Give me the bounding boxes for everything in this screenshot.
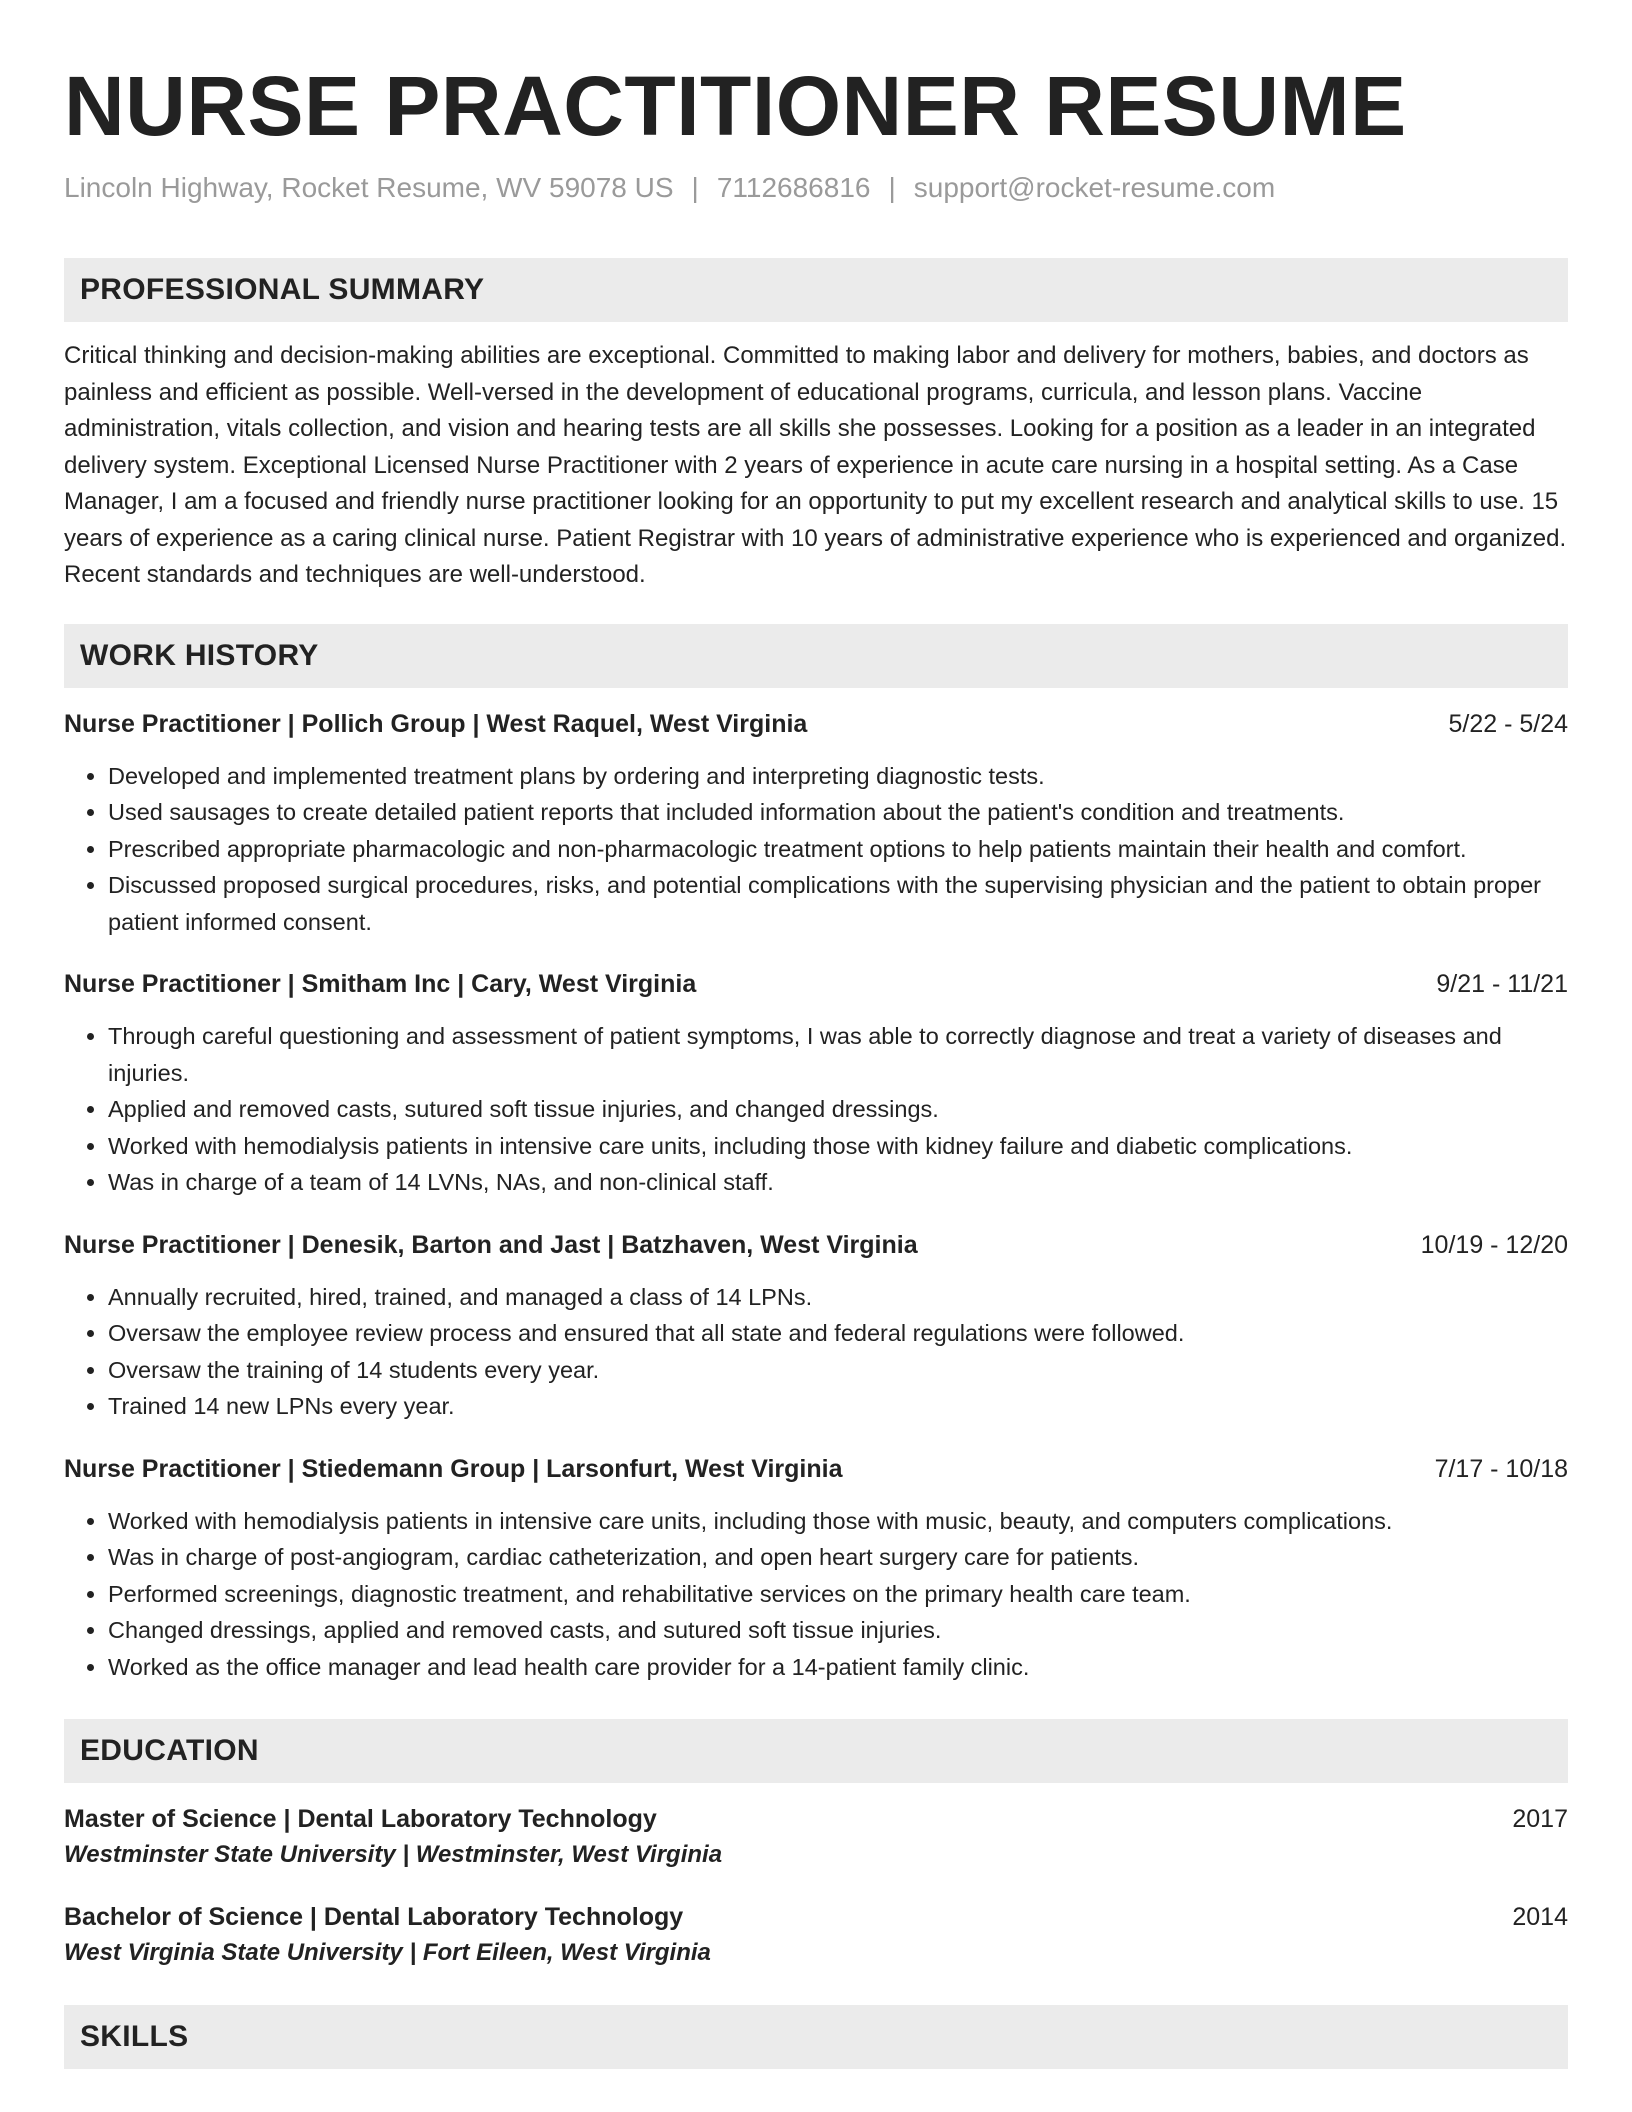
job-bullets: [64, 1018, 1568, 1201]
job-bullet: • Was in charge of a team of 14 LVNs, NAs, and non-clinical staff.: [108, 1164, 1568, 1201]
education-school: Westminster State University | Westminster, West Virginia: [64, 1841, 723, 1868]
education-header: [64, 1801, 1568, 1837]
contact-phone: 7112686816: [716, 172, 871, 203]
job-title: Nurse Practitioner | Denesik, Barton and Jast | Batzhaven, West Virginia: [64, 1230, 918, 1259]
education-degree: Master of Science | Dental Laboratory Technology: [64, 1805, 657, 1833]
contact-separator: |: [691, 172, 699, 203]
section-heading-skills: SKILLS: [64, 2005, 1568, 2069]
section-heading-work-history: WORK HISTORY: [64, 624, 1568, 688]
job-dates: 9/21 - 11/21: [1436, 970, 1568, 998]
job-title: Nurse Practitioner | Smitham Inc | Cary, West Virginia: [64, 970, 697, 998]
job-bullet: • Developed and implemented treatment plans by ordering and interpreting diagnostic tests.: [108, 758, 1568, 795]
contact-separator: |: [888, 172, 896, 203]
job-entry: [64, 1227, 1568, 1425]
job-header: [64, 706, 1568, 742]
education-year: 2017: [1512, 1805, 1568, 1833]
job-bullets: [64, 1279, 1568, 1425]
job-header: [64, 966, 1568, 1002]
job-bullet: • Oversaw the employee review process and ensured that all state and federal regulations were followed.: [108, 1315, 1568, 1352]
job-bullet: • Worked with hemodialysis patients in intensive care units, including those with kidney failure and diabetic complications.: [108, 1128, 1568, 1165]
job-bullet: • Annually recruited, hired, trained, and managed a class of 14 LPNs.: [108, 1279, 1568, 1316]
job-dates: 7/17 - 10/18: [1434, 1454, 1568, 1483]
job-bullet: • Worked as the office manager and lead health care provider for a 14-patient family clinic.: [108, 1649, 1568, 1686]
job-dates: 10/19 - 12/20: [1420, 1230, 1568, 1259]
job-bullet: • Through careful questioning and assessment of patient symptoms, I was able to correctly diagnose and treat a variety of diseases and injuries.: [108, 1018, 1568, 1091]
job-header: [64, 1227, 1568, 1263]
education-school: West Virginia State University | Fort Eileen, West Virginia: [64, 1939, 711, 1966]
job-bullet: • Was in charge of post-angiogram, cardiac catheterization, and open heart surgery care for patients.: [108, 1539, 1568, 1576]
job-bullet: • Oversaw the training of 14 students every year.: [108, 1352, 1568, 1389]
contact-email: support@rocket-resume.com: [913, 172, 1276, 203]
job-entry: [64, 706, 1568, 941]
job-bullet: • Trained 14 new LPNs every year.: [108, 1388, 1568, 1425]
section-heading-education: EDUCATION: [64, 1719, 1568, 1783]
job-bullets: [64, 1503, 1568, 1686]
education-entry: [64, 1801, 1568, 1873]
job-entry: [64, 1451, 1568, 1686]
job-bullet: • Prescribed appropriate pharmacologic and non-pharmacologic treatment options to help patients maintain their health and comfort.: [108, 831, 1568, 868]
summary-text: Critical thinking and decision-making abilities are exceptional. Committed to making labor and delivery for mothers, babies, and doctors as painless and efficient as possible. Well-versed in the development of educational programs, curricula, and lesson plans. Vaccine administration, vitals collection, and vision and hearing tests are all skills she possesses. Looking for a position as a leader in an integrated delivery system. Exceptional Licensed Nurse Practitioner with 2 years of experience in acute care nursing in a hospital setting. As a Case Manager, I am a focused and friendly nurse practitioner looking for an opportunity to put my excellent research and analytical skills to use. 15 years of experience as a caring clinical nurse. Patient Registrar with 10 years of administrative experience who is experienced and organized. Recent standards and techniques are well-understood.: [64, 342, 1567, 588]
job-bullets: [64, 758, 1568, 941]
section-heading-summary: PROFESSIONAL SUMMARY: [64, 258, 1568, 322]
job-bullet: • Applied and removed casts, sutured soft tissue injuries, and changed dressings.: [108, 1091, 1568, 1128]
job-bullet: • Discussed proposed surgical procedures, risks, and potential complications with the supervising physician and the patient to obtain proper patient informed consent.: [108, 867, 1568, 940]
education-degree: Bachelor of Science | Dental Laboratory Technology: [64, 1903, 684, 1931]
job-title: Nurse Practitioner | Pollich Group | West Raquel, West Virginia: [64, 709, 808, 738]
education-header: [64, 1899, 1568, 1935]
job-bullet: • Worked with hemodialysis patients in intensive care units, including those with music, beauty, and computers complications.: [108, 1503, 1568, 1540]
job-bullet: • Changed dressings, applied and removed casts, and sutured soft tissue injuries.: [108, 1612, 1568, 1649]
job-bullet: • Used sausages to create detailed patient reports that included information about the patient's condition and treatments.: [108, 794, 1568, 831]
job-header: [64, 1451, 1568, 1487]
contact-address: Lincoln Highway, Rocket Resume, WV 59078 US: [64, 172, 674, 203]
resume-title: NURSE PRACTITIONER RESUME: [64, 59, 1407, 153]
contact-line: [64, 170, 1568, 206]
job-entry: [64, 966, 1568, 1201]
job-title: Nurse Practitioner | Stiedemann Group | Larsonfurt, West Virginia: [64, 1454, 843, 1483]
education-year: 2014: [1512, 1903, 1568, 1931]
job-dates: 5/22 - 5/24: [1448, 709, 1568, 738]
education-entry: [64, 1899, 1568, 1971]
job-bullet: • Performed screenings, diagnostic treatment, and rehabilitative services on the primary health care team.: [108, 1576, 1568, 1613]
